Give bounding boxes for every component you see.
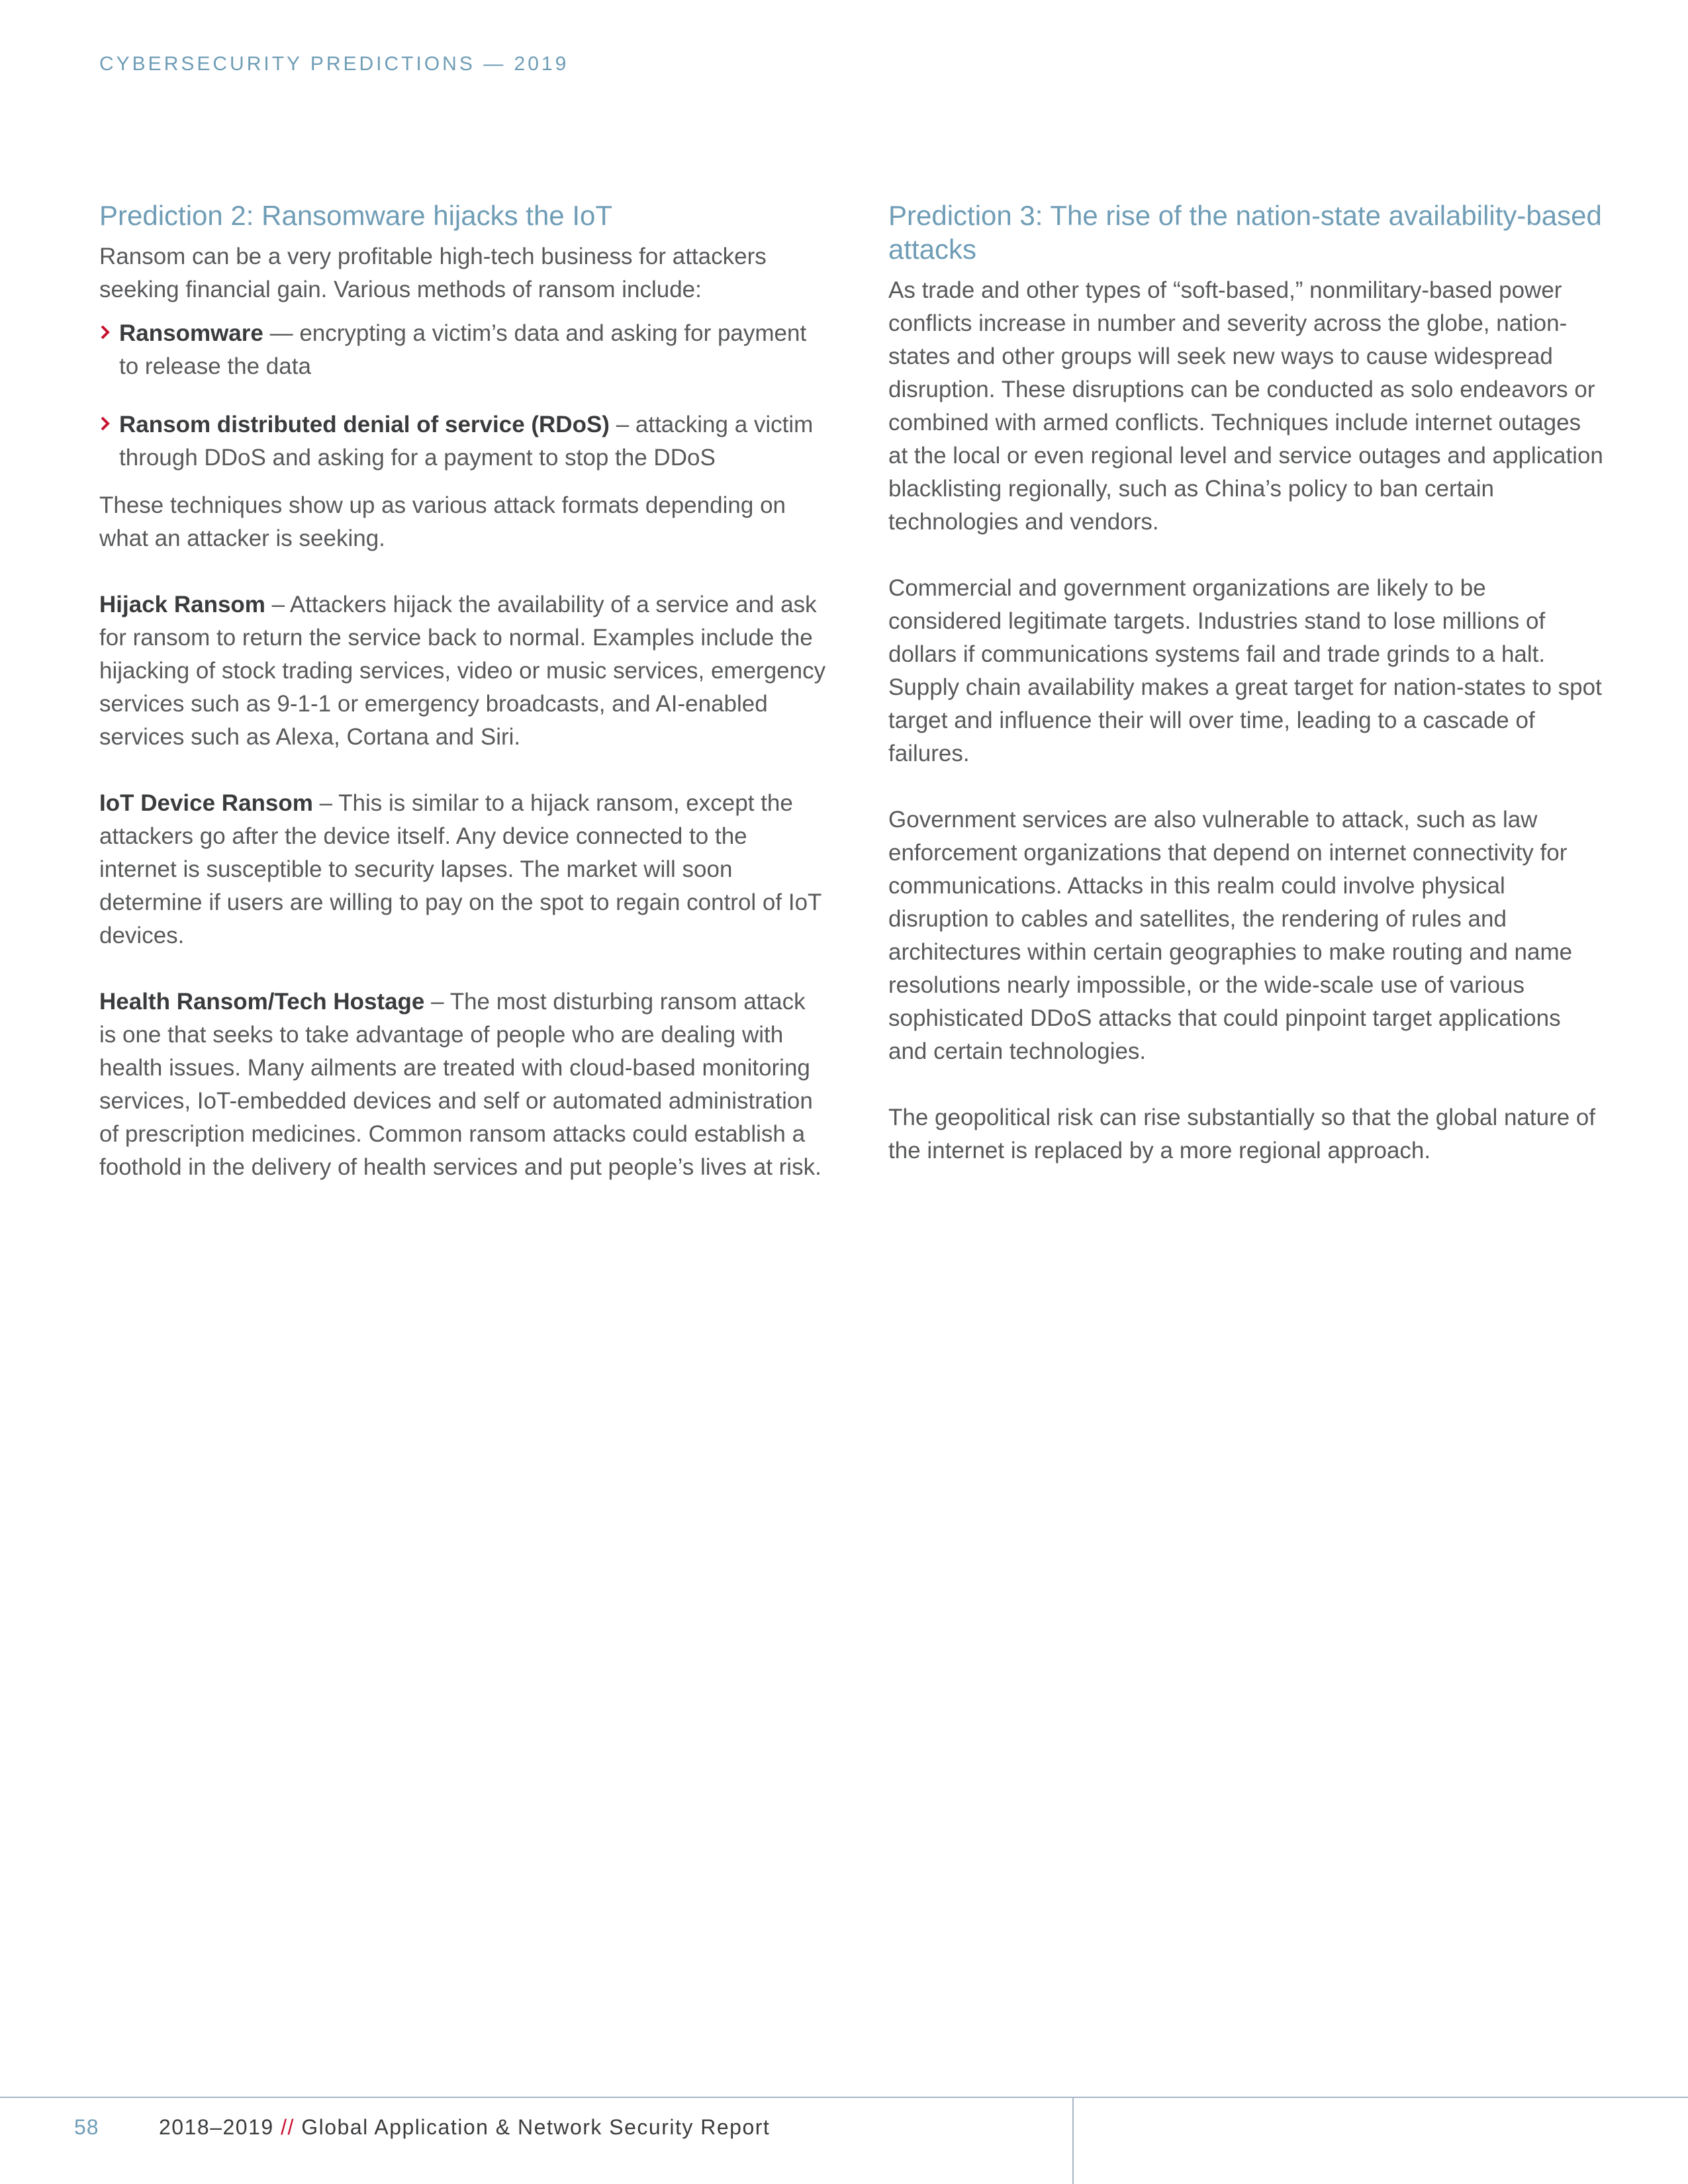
bullet-ransomware: [99, 317, 827, 383]
bullet-term: Ransom distributed denial of service (RDoS): [119, 412, 610, 437]
bullet-text: — encrypting a victim’s data and asking for payment to release the data: [119, 320, 807, 379]
techniques-paragraph: These techniques show up as various attack formats depending on what an attacker is seeking.: [99, 492, 786, 551]
chevron-right-icon: [99, 414, 111, 433]
right-paragraph-1: As trade and other types of “soft-based,” nonmilitary-based power conflicts increase in number and severity across the globe, nation-states and other groups will seek new ways to cause widespread disruption. These disruptions can be conducted as solo endeavors or combined with armed conflicts. Techniques include internet outages at the local or even regional level and service outages and application blacklisting regionally, such as China’s policy to ban certain technologies and vendors.: [888, 277, 1603, 535]
footer-vertical-divider: [1072, 2097, 1074, 2184]
footer-years: 2018–2019: [159, 2115, 274, 2139]
page-number: 58: [74, 2115, 99, 2139]
right-paragraph-4: The geopolitical risk can rise substantially so that the global nature of the internet is replaced by a more regional approach.: [888, 1105, 1596, 1163]
section-term: Health Ransom/Tech Hostage: [99, 989, 425, 1015]
bullet-term: Ransomware: [119, 320, 263, 346]
right-paragraph-3: Government services are also vulnerable to attack, such as law enforcement organizations that depend on internet connectivity for communications. Attacks in this realm could involve physical disruption to cables and satellites, the rendering of rules and architectures within certain geographies to make routing and name resolutions nearly impossible, or the wide-scale use of various sophisticated DDoS attacks that could pinpoint target applications and certain technologies.: [888, 807, 1573, 1064]
right-column: [888, 199, 1603, 1167]
bullet-text: – attacking a victim through DDoS and asking for a payment to stop the DDoS: [119, 412, 814, 471]
running-header: CYBERSECURITY PREDICTIONS — 2019: [99, 53, 569, 75]
right-paragraph-2: Commercial and government organizations are likely to be considered legitimate targets. Industries stand to lose millions of dollars if communications systems fail and trade grinds to a halt. Supply chain availability makes a great target for nation-states to spot target and influence their will over time, leading to a cascade of failures.: [888, 575, 1602, 766]
section-text: – Attackers hijack the availability of a service and ask for ransom to return the service back to normal. Examples include the hijacking of stock trading services, video or music services, emergency services such as 9-1-1 or emergency broadcasts, and AI-enabled services such as Alexa, Cortana and Siri.: [99, 592, 826, 750]
section-text: – This is similar to a hijack ransom, except the attackers go after the device itself. Any device connected to the internet is susceptible to security lapses. The market will soon determine if users are willing to pay on the spot to regain control of IoT devices.: [99, 790, 821, 948]
left-column: [99, 199, 827, 1184]
footer-report-name: Global Application & Network Security Report: [301, 2115, 771, 2139]
intro-paragraph: Ransom can be a very profitable high-tech business for attackers seeking financial gain. Various methods of ransom include:: [99, 244, 767, 302]
chevron-right-icon: [99, 322, 111, 342]
section-term: IoT Device Ransom: [99, 790, 313, 816]
footer-separator: //: [281, 2115, 295, 2139]
footer-report-title: [159, 2115, 770, 2140]
footer-divider: [0, 2097, 1688, 2098]
health-ransom-paragraph: [99, 985, 827, 1184]
prediction-2-heading: Prediction 2: Ransomware hijacks the IoT: [99, 200, 613, 231]
prediction-3-heading: Prediction 3: The rise of the nation-state availability-based attacks: [888, 200, 1602, 265]
bullet-rdos: [99, 408, 827, 475]
section-term: Hijack Ransom: [99, 592, 265, 617]
section-text: – The most disturbing ransom attack is one that seeks to take advantage of people who are dealing with health issues. Many ailments are treated with cloud-based monitoring services, IoT-embedded devices and self or automated administration of prescription medicines. Common ransom attacks could establish a foothold in the delivery of health services and put people’s lives at risk.: [99, 989, 821, 1180]
hijack-ransom-paragraph: [99, 588, 827, 754]
iot-device-ransom-paragraph: [99, 787, 827, 952]
